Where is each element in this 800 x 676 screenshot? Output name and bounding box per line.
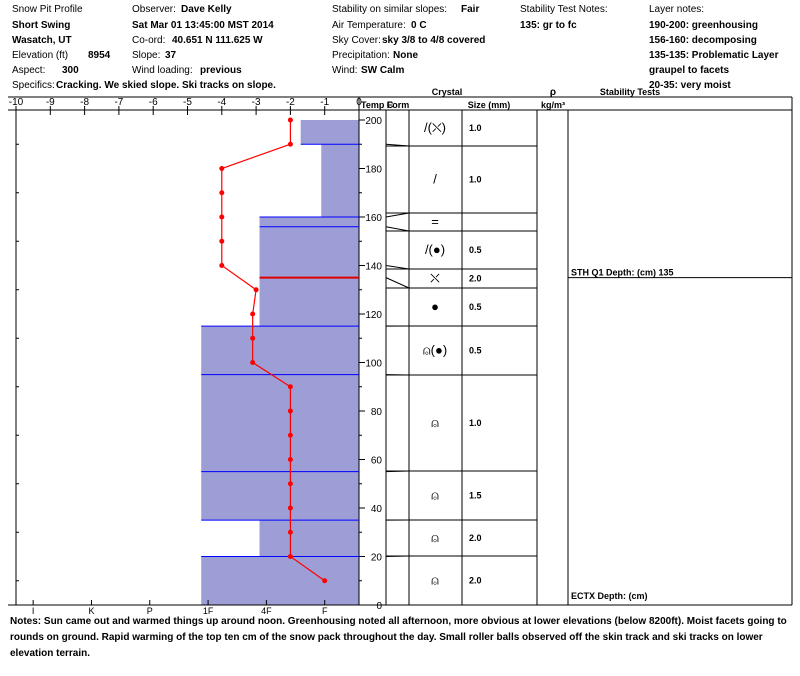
air-temp-value: 0 C bbox=[411, 20, 427, 31]
temperature-point bbox=[288, 118, 293, 123]
crystal-size: 0.5 bbox=[469, 302, 482, 312]
temperature-point bbox=[288, 409, 293, 414]
stability-test-notes-label: Stability Test Notes: bbox=[520, 4, 608, 15]
crystal-form: = bbox=[431, 214, 439, 229]
air-temp-label: Air Temperature: bbox=[332, 20, 406, 31]
height-tick-label: 40 bbox=[370, 504, 382, 515]
temp-tick-label: -7 bbox=[114, 97, 124, 108]
temp-tick-label: -9 bbox=[45, 97, 55, 108]
hardness-bar bbox=[201, 375, 359, 472]
temperature-point bbox=[254, 287, 259, 292]
layer-connector bbox=[386, 213, 409, 217]
layer-note: 190-200: greenhousing bbox=[649, 20, 758, 31]
height-tick-label: 20 bbox=[370, 552, 382, 564]
temperature-point bbox=[219, 166, 224, 171]
crystal-form: ⍝ bbox=[431, 572, 439, 588]
crystal-header: Crystal bbox=[431, 87, 463, 97]
crystal-form: ⛌ bbox=[430, 270, 440, 286]
hardness-label: P bbox=[146, 606, 153, 614]
temperature-point bbox=[288, 433, 293, 438]
hardness-bar bbox=[201, 472, 359, 521]
temperature-point bbox=[219, 215, 224, 220]
temp-tick-label: 0 bbox=[356, 97, 362, 108]
crystal-size: 0.5 bbox=[469, 345, 482, 356]
wind-loading-value: previous bbox=[200, 65, 242, 76]
hardness-bar bbox=[321, 144, 359, 217]
temp-tick-label: -4 bbox=[217, 97, 227, 108]
layer-connector bbox=[386, 556, 409, 557]
crystal-size: 0.5 bbox=[469, 245, 482, 255]
crystal-form: /(●) bbox=[424, 242, 446, 257]
height-tick-label: 80 bbox=[370, 407, 382, 418]
notes bbox=[10, 614, 790, 662]
temperature-point bbox=[288, 506, 293, 511]
crystal-form: ⍝ bbox=[431, 415, 439, 430]
layer-note: 135-135: Problematic Layer bbox=[649, 50, 779, 61]
coord-label: Co-ord: bbox=[132, 35, 166, 46]
stability-label: Stability on similar slopes: bbox=[332, 4, 448, 15]
height-tick-label: 200 bbox=[365, 116, 382, 127]
height-tick-label: 140 bbox=[365, 261, 382, 273]
stability-value: Fair bbox=[461, 4, 480, 15]
sky-label: Sky Cover: bbox=[332, 35, 381, 46]
pit-title: Snow Pit Profile bbox=[12, 4, 83, 15]
elevation-value: 8954 bbox=[88, 50, 111, 61]
hardness-bar bbox=[201, 557, 359, 606]
crystal-form: ● bbox=[431, 299, 439, 314]
hardness-bar bbox=[260, 278, 359, 327]
hardness-label: 4F bbox=[261, 606, 272, 614]
temperature-point bbox=[219, 239, 224, 244]
hardness-label: I bbox=[31, 606, 35, 614]
slope-label: Slope: bbox=[132, 50, 161, 61]
sky-value: sky 3/8 to 4/8 covered bbox=[382, 35, 486, 46]
hardness-bar bbox=[260, 217, 359, 227]
height-tick-label: 0 bbox=[376, 601, 382, 612]
temp-tick-label: -10 bbox=[8, 97, 24, 108]
hardness-label: 1F bbox=[202, 606, 214, 614]
wind-loading-label: Wind loading: bbox=[132, 65, 193, 76]
specifics-label: Specifics: bbox=[12, 80, 55, 91]
layer-notes-label: Layer notes: bbox=[649, 4, 705, 15]
temp-tick-label: -3 bbox=[251, 97, 261, 108]
stability-test-notes-value: 135: gr to fc bbox=[520, 20, 577, 31]
hardness-bar bbox=[260, 227, 359, 278]
temperature-point bbox=[288, 384, 293, 389]
size-header: Size (mm) bbox=[467, 100, 511, 110]
precip-label: Precipitation: bbox=[332, 50, 390, 61]
crystal-size: 2.0 bbox=[469, 575, 482, 586]
wind-value: SW Calm bbox=[361, 65, 405, 76]
temperature-point bbox=[288, 530, 293, 535]
precip-value: None bbox=[393, 50, 418, 61]
elevation-label: Elevation (ft) bbox=[12, 50, 69, 61]
specifics-value: Cracking. We skied slope. Ski tracks on slope. bbox=[56, 80, 276, 91]
temperature-point bbox=[288, 142, 293, 147]
crystal-size: 1.5 bbox=[469, 490, 482, 501]
slope-value: 37 bbox=[165, 50, 177, 61]
observer-label: Observer: bbox=[132, 4, 176, 15]
crystal-size: 1.0 bbox=[469, 418, 482, 428]
stability-tests-header: Stability Tests bbox=[599, 87, 661, 97]
hardness-label: K bbox=[88, 606, 95, 614]
crystal-size: 1.0 bbox=[469, 123, 482, 133]
stability-test-label: STH Q1 Depth: (cm) 135 bbox=[571, 267, 674, 278]
crystal-form: / bbox=[433, 171, 437, 187]
stability-test-label: ECTX Depth: (cm) bbox=[571, 591, 648, 601]
temperature-point bbox=[288, 481, 293, 486]
hardness-bar bbox=[201, 326, 359, 375]
hardness-bar bbox=[301, 120, 359, 144]
temperature-point bbox=[288, 554, 293, 559]
layer-note: graupel to facets bbox=[649, 65, 730, 76]
crystal-size: 2.0 bbox=[469, 273, 482, 284]
notes-label: Notes: bbox=[10, 616, 42, 627]
temperature-point bbox=[219, 263, 224, 268]
crystal-size: 2.0 bbox=[469, 533, 482, 543]
temp-tick-label: -1 bbox=[320, 97, 330, 108]
coord-value: 40.651 N 111.625 W bbox=[172, 35, 263, 46]
hardness-bar bbox=[260, 520, 359, 556]
temp-tick-label: -6 bbox=[148, 97, 158, 108]
aspect-value: 300 bbox=[62, 65, 79, 76]
height-tick-label: 100 bbox=[365, 358, 382, 370]
pit-name: Short Swing bbox=[12, 20, 71, 31]
temp-column-header: Temp C bbox=[361, 100, 394, 110]
form-header: Form bbox=[386, 100, 410, 110]
height-tick-label: 60 bbox=[370, 455, 382, 467]
aspect-label: Aspect: bbox=[12, 65, 46, 76]
height-tick-label: 180 bbox=[365, 164, 382, 176]
layer-connector bbox=[386, 266, 409, 270]
temperature-point bbox=[250, 312, 255, 317]
layer-connector bbox=[386, 278, 409, 288]
crystal-form: /(⛌) bbox=[424, 120, 446, 135]
crystal-form: ⍝(●) bbox=[422, 342, 448, 358]
notes-text: Sun came out and warmed things up around noon. Greenhousing noted all afternoon, more obvious at lower elevations (below 8200ft). Moist facets going to rounds on ground. Rapid warming of the top ten cm of the snow pack throughout the day. Small roller balls observed off the skin track and ski tracks on lower elevation terrain. bbox=[10, 616, 787, 659]
temperature-point bbox=[250, 336, 255, 341]
crystal-form: ⍝ bbox=[431, 487, 439, 503]
temp-tick-label: -5 bbox=[183, 97, 192, 108]
temperature-point bbox=[322, 578, 327, 583]
height-tick-label: 160 bbox=[365, 213, 382, 224]
temperature-point bbox=[219, 190, 224, 195]
temperature-point bbox=[288, 457, 293, 462]
pit-location: Wasatch, UT bbox=[12, 35, 72, 46]
layer-note: 156-160: decomposing bbox=[649, 35, 757, 46]
temp-tick-label: -8 bbox=[80, 97, 90, 108]
observer-value: Dave Kelly bbox=[181, 4, 232, 15]
temp-tick-label: -2 bbox=[285, 97, 295, 108]
crystal-size: 1.0 bbox=[469, 174, 482, 185]
hardness-label: F bbox=[321, 606, 328, 614]
wind-label: Wind: bbox=[332, 65, 358, 76]
layer-connector bbox=[386, 471, 409, 472]
date-value: Sat Mar 01 13:45:00 MST 2014 bbox=[132, 20, 274, 31]
crystal-form: ⍝ bbox=[431, 530, 439, 545]
layer-connector bbox=[386, 227, 409, 231]
layer-note: 20-35: very moist bbox=[649, 80, 731, 91]
density-header: ρ bbox=[549, 87, 557, 98]
temperature-point bbox=[250, 360, 255, 365]
height-tick-label: 120 bbox=[365, 310, 382, 321]
density-unit: kg/m³ bbox=[540, 100, 566, 110]
